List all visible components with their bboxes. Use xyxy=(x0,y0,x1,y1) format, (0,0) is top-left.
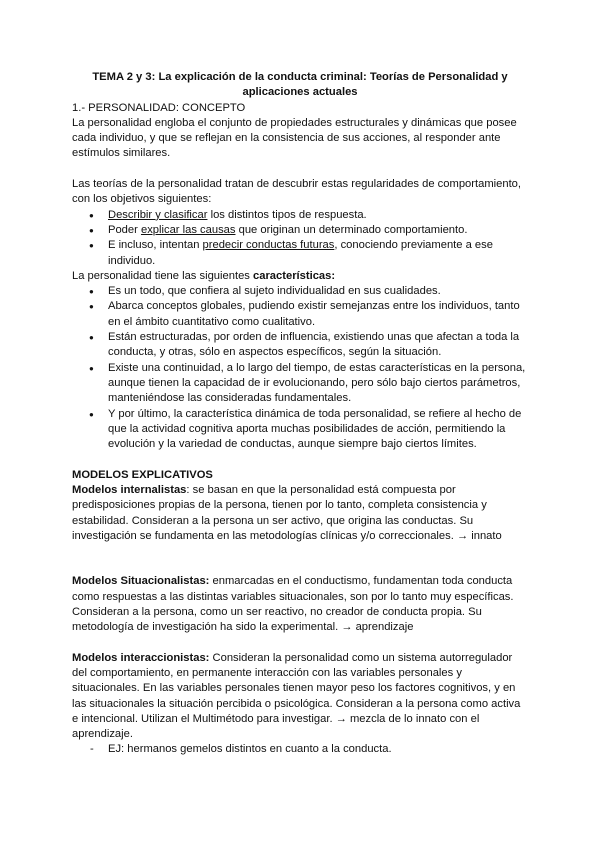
internalistas-paragraph xyxy=(72,483,528,544)
objective-underlined: predecir conductas futuras xyxy=(202,239,335,252)
situacionalistas-paragraph xyxy=(72,574,528,635)
internalistas-text: : se basan en que la personalidad está compuesta por predisposiciones propias de la persona, tienen por lo tanto, completa consistencia y estabilidad. Consideran a la persona un ser activo, que origina las conductas. Su investigación se fundamenta en las metodologías clínicas y/o correccionales. → innato xyxy=(72,484,502,542)
objective-item xyxy=(72,238,528,269)
characteristics-intro-text: La personalidad tiene las siguientes xyxy=(72,269,253,282)
interaccionistas-paragraph xyxy=(72,651,528,743)
objective-prefix: Poder xyxy=(108,223,141,236)
example-item: - EJ: hermanos gemelos distintos en cuanto a la conducta. xyxy=(72,742,528,757)
characteristic-item: ● Existe una continuidad, a lo largo del tiempo, de estas características en la persona, aunque tienen la capacidad de ir evolucionando, pero sólo bajo ciertos parámetros, manteniéndose las consideradas fundamentales. xyxy=(72,361,528,407)
internalistas-label: Modelos internalistas xyxy=(72,484,187,497)
interaccionistas-label: Modelos interaccionistas: xyxy=(72,651,210,664)
section2-heading xyxy=(72,468,528,483)
characteristic-item: ● Es un todo, que confiera al sujeto individualidad en sus cualidades. xyxy=(72,284,528,299)
objective-rest: los distintos tipos de respuesta. xyxy=(207,208,367,221)
example-list xyxy=(72,742,528,757)
objective-item xyxy=(72,208,528,223)
characteristic-item: ● Abarca conceptos globales, pudiendo existir semejanzas entre los individuos, tanto en el ámbito cuantitativo como cualitativo. xyxy=(72,299,528,330)
objective-item xyxy=(72,223,528,238)
section2-heading-text: MODELOS EXPLICATIVOS xyxy=(72,468,213,481)
objective-underlined: Describir y clasificar xyxy=(108,208,208,221)
situacionalistas-label: Modelos Situacionalistas: xyxy=(72,575,210,588)
personality-definition: La personalidad engloba el conjunto de propiedades estructurales y dinámicas que posee cada individuo, y que se reflejan en la consistencia de sus acciones, al responder ante estímulos similares. xyxy=(72,116,517,160)
document-page xyxy=(72,70,528,758)
objective-rest: que originan un determinado comportamiento. xyxy=(235,223,468,236)
characteristic-item: ● Están estructuradas, por orden de influencia, existiendo unas que afectan a toda la conducta, y otras, sólo en aspectos específicos, según la situación. xyxy=(72,330,528,361)
page-title: TEMA 2 y 3: La explicación de la conducta criminal: Teorías de Personalidad y aplicaciones actuales xyxy=(92,71,508,99)
characteristics-label: características: xyxy=(253,269,336,282)
characteristics-list xyxy=(72,284,528,452)
objective-rest: , conociendo previamente a ese individuo. xyxy=(108,239,493,267)
section1-heading: 1.- PERSONALIDAD: CONCEPTO xyxy=(72,101,246,114)
interaccionistas-text: Consideran la personalidad como un sistema autorregulador del comportamiento, en permanente interacción con las variables personales y situacionales. En las variables personales tienen mayor peso los factores cognitivos, y en las situacionales la situación percibida o psicológica. Consideran a la persona como activa e intencional. Utilizan el Multimétodo para investigar. → mezcla de lo innato con el aprendizaje. xyxy=(72,651,521,741)
characteristic-item: ● Y por último, la característica dinámica de toda personalidad, se refiere al hecho de que la actividad cognitiva aporta muchas posibilidades de acción, permitiendo la evolución y la variedad de conductas, aunque siempre bajo ciertos límites. xyxy=(72,407,528,453)
objectives-list xyxy=(72,208,528,269)
situacionalistas-text: enmarcadas en el conductismo, fundamentan toda conducta como respuestas a las distintas variables situacionales, son por lo tanto muy específicas. Consideran a la persona, como un ser reactivo, no creador de conducta propia. Su metodología de investigación ha sido la experimental. → aprendizaje xyxy=(72,575,514,634)
objective-prefix: E incluso, intentan xyxy=(108,239,203,252)
characteristics-intro xyxy=(72,269,528,284)
objective-underlined: explicar las causas xyxy=(140,223,236,236)
theories-intro: Las teorías de la personalidad tratan de descubrir estas regularidades de comportamiento, con los objetivos siguientes: xyxy=(72,178,522,206)
